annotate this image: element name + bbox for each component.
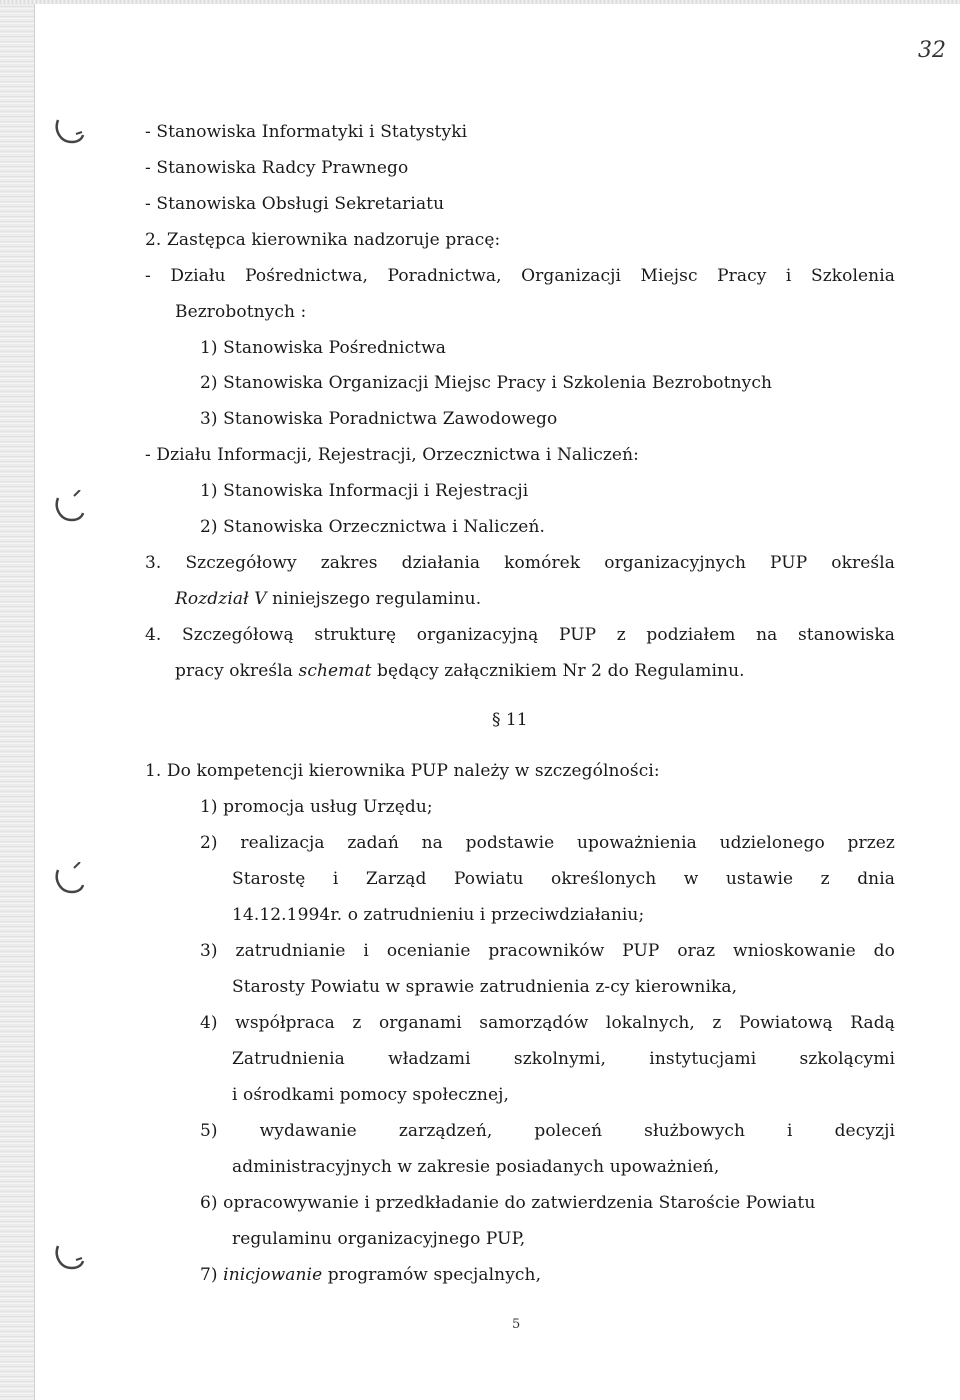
punch-hole-icon: [52, 862, 86, 896]
text-line: 2) Stanowiska Organizacji Miejsc Pracy i Szkolenia Bezrobotnych: [200, 373, 772, 393]
text-line: - Stanowiska Radcy Prawnego: [145, 158, 409, 178]
text-run: pracy określa: [175, 661, 299, 681]
text-line: 3. Szczegółowy zakres działania komórek organizacyjnych PUP określa: [145, 553, 895, 573]
text-line: 1) Stanowiska Pośrednictwa: [200, 338, 447, 358]
text-line: - Stanowiska Obsługi Sekretariatu: [145, 194, 445, 214]
text-run: niniejszego regulaminu.: [266, 589, 482, 609]
text-line: [175, 660, 745, 682]
text-line: 4) współpraca z organami samorządów lokalnych, z Powiatową Radą: [200, 1013, 895, 1033]
punch-hole-icon: [52, 490, 86, 524]
text-line: 5) wydawanie zarządzeń, poleceń służbowych i decyzji: [200, 1121, 895, 1141]
text-line: 3) zatrudnianie i ocenianie pracowników PUP oraz wnioskowanie do: [200, 941, 895, 961]
corner-mark: 32: [918, 38, 946, 63]
text-line: [200, 1264, 541, 1286]
text-line: 2) realizacja zadań na podstawie upoważnienia udzielonego przez: [200, 833, 895, 853]
text-line: - Działu Informacji, Rejestracji, Orzecznictwa i Naliczeń:: [145, 445, 639, 465]
text-line: Starostę i Zarząd Powiatu określonych w ustawie z dnia: [232, 869, 895, 889]
text-line: 4. Szczegółową strukturę organizacyjną PUP z podziałem na stanowiska: [145, 625, 895, 645]
italic-reference: schemat: [298, 661, 372, 681]
text-line: Zatrudnienia władzami szkolnymi, instytucjami szkolącymi: [232, 1049, 895, 1069]
italic-reference: Rozdział V: [175, 589, 267, 609]
text-run: 7): [200, 1265, 224, 1285]
text-line: administracyjnych w zakresie posiadanych upoważnień,: [232, 1157, 720, 1177]
text-line: 6) opracowywanie i przedkładanie do zatwierdzenia Staroście Powiatu: [200, 1193, 816, 1213]
text-line: Starosty Powiatu w sprawie zatrudnienia z-cy kierownika,: [232, 977, 738, 997]
text-line: regulaminu organizacyjnego PUP,: [232, 1229, 526, 1249]
italic-term: inicjowanie: [223, 1265, 323, 1285]
text-line: - Stanowiska Informatyki i Statystyki: [145, 122, 468, 142]
text-line: 1) promocja usług Urzędu;: [200, 797, 433, 817]
text-line: 2) Stanowiska Orzecznictwa i Naliczeń.: [200, 517, 546, 537]
text-line: i ośrodkami pomocy społecznej,: [232, 1085, 510, 1105]
text-run: programów specjalnych,: [322, 1265, 542, 1285]
text-line: 1) Stanowiska Informacji i Rejestracji: [200, 481, 529, 501]
text-line: 3) Stanowiska Poradnictwa Zawodowego: [200, 409, 558, 429]
text-line: 2. Zastępca kierownika nadzoruje pracę:: [145, 230, 501, 250]
scan-edge: [0, 0, 35, 1400]
text-line: 1. Do kompetencji kierownika PUP należy w szczególności:: [145, 761, 660, 781]
text-line: - Działu Pośrednictwa, Poradnictwa, Organizacji Miejsc Pracy i Szkolenia: [145, 266, 895, 286]
page-number: 5: [512, 1317, 521, 1332]
scan-top-edge: [0, 0, 960, 4]
text-line: Bezrobotnych :: [175, 302, 307, 322]
punch-hole-icon: [52, 1238, 86, 1272]
text-run: będący załącznikiem Nr 2 do Regulaminu.: [371, 661, 745, 681]
text-line: 14.12.1994r. o zatrudnieniu i przeciwdziałaniu;: [232, 905, 645, 925]
punch-hole-icon: [52, 112, 86, 146]
section-heading: § 11: [492, 710, 528, 730]
text-line: [175, 588, 481, 610]
